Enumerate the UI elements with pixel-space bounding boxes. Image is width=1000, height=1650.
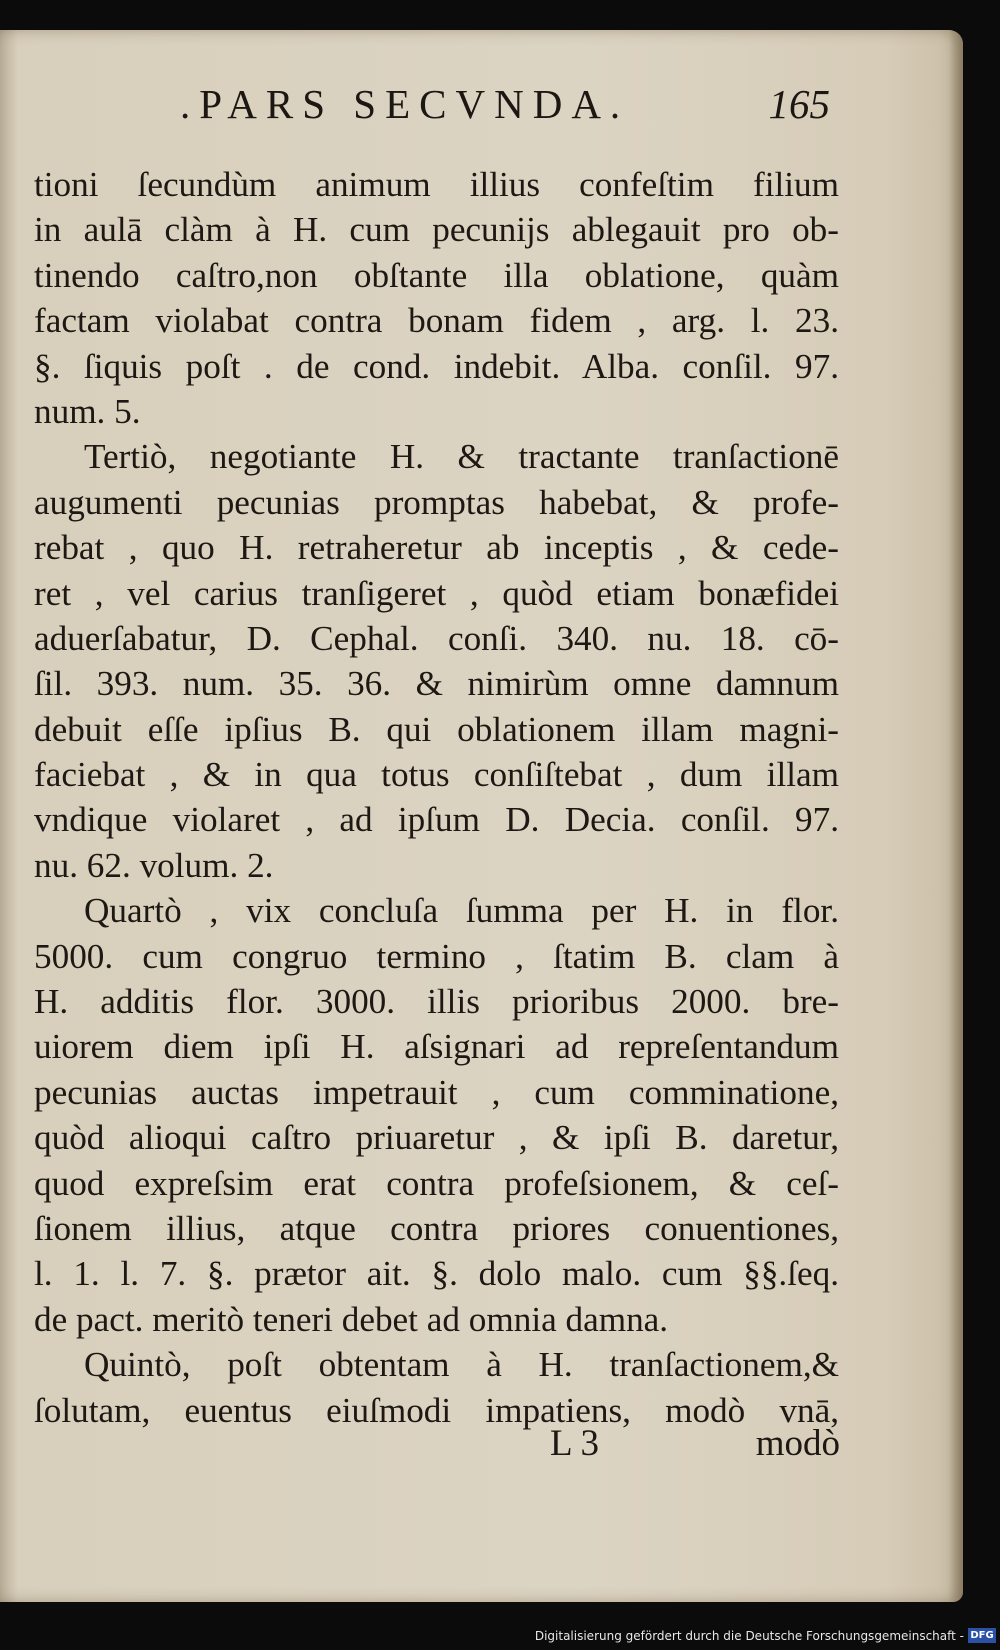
text-line: tioni ſecundùm animum illius confeſtim filium xyxy=(34,165,839,204)
text-line: tinendo caſtro,non obſtante illa oblatione, quàm xyxy=(34,255,839,295)
text-line: in aulā clàm à H. cum pecunijs ablegauit pro ob- xyxy=(34,210,839,250)
text-line: nu. 62. volum. 2. xyxy=(34,845,274,885)
text-line: faciebat , & in qua totus conſiſtebat , dum illam xyxy=(34,755,839,795)
catchword: modò xyxy=(755,1423,840,1464)
text-line: factam violabat contra bonam fidem , arg. l. 23. xyxy=(34,301,839,341)
text-line: de pact. meritò teneri debet ad omnia damna. xyxy=(34,1299,669,1339)
body-text xyxy=(34,162,839,1433)
book-page xyxy=(0,30,963,1602)
paragraph-start-line: Tertiò, negotiante H. & tractante tranſactionē xyxy=(84,437,839,477)
text-line: l. 1. l. 7. §. prætor ait. §. dolo malo. cum §§.ſeq. xyxy=(34,1254,839,1294)
text-line: §. ſiquis poſt . de cond. indebit. Alba. conſil. 97. xyxy=(34,346,839,386)
funding-credit-bar xyxy=(0,1625,1000,1650)
paragraph-start-line: Quartò , vix concluſa ſumma per H. in flor. xyxy=(84,891,839,931)
running-head-title: .PARS SECVNDA. xyxy=(180,81,630,127)
dfg-logo: DFG xyxy=(968,1628,996,1643)
text-line: aduerſabatur, D. Cephal. conſi. 340. nu. 18. cō- xyxy=(34,618,839,658)
text-line: ret , vel carius tranſigeret , quòd etiam bonæfidei xyxy=(34,573,839,613)
text-line: ſionem illius, atque contra priores conuentiones, xyxy=(34,1208,839,1248)
signature-mark: L 3 xyxy=(550,1423,599,1464)
funding-credit-text: Digitalisierung gefördert durch die Deutsche Forschungsgemeinschaft - xyxy=(534,1629,964,1643)
catchline xyxy=(540,1422,840,1472)
paragraph-start-line: Quintò, poſt obtentam à H. tranſactionem,& xyxy=(84,1345,839,1385)
text-line: num. 5. xyxy=(34,391,141,431)
page-number: 165 xyxy=(768,81,830,127)
text-line: ſolutam, euentus eiuſmodi impatiens, modò vnā, xyxy=(34,1390,839,1430)
text-line: quòd alioqui caſtro priuaretur , & ipſi B. daretur, xyxy=(34,1118,839,1158)
text-line: debuit eſſe ipſius B. qui oblationem illam magni- xyxy=(34,709,839,749)
text-line: rebat , quo H. retraheretur ab inceptis , & cede- xyxy=(34,528,839,568)
text-line: pecunias auctas impetrauit , cum comminatione, xyxy=(34,1072,839,1112)
text-line: quod expreſsim erat contra profeſsionem, & ceſ- xyxy=(34,1163,839,1203)
text-line: H. additis flor. 3000. illis prioribus 2000. bre- xyxy=(34,982,839,1022)
text-line: augumenti pecunias promptas habebat, & profe- xyxy=(34,482,839,522)
text-line: uiorem diem ipſi H. aſsignari ad repreſentandum xyxy=(34,1027,839,1067)
text-line: ſil. 393. num. 35. 36. & nimirùm omne damnum xyxy=(34,664,839,704)
text-line: vndique violaret , ad ipſum D. Decia. conſil. 97. xyxy=(34,800,839,840)
page-edge-shadow xyxy=(949,30,963,1602)
running-head xyxy=(180,80,830,140)
text-line: 5000. cum congruo termino , ſtatim B. clam à xyxy=(34,936,839,976)
